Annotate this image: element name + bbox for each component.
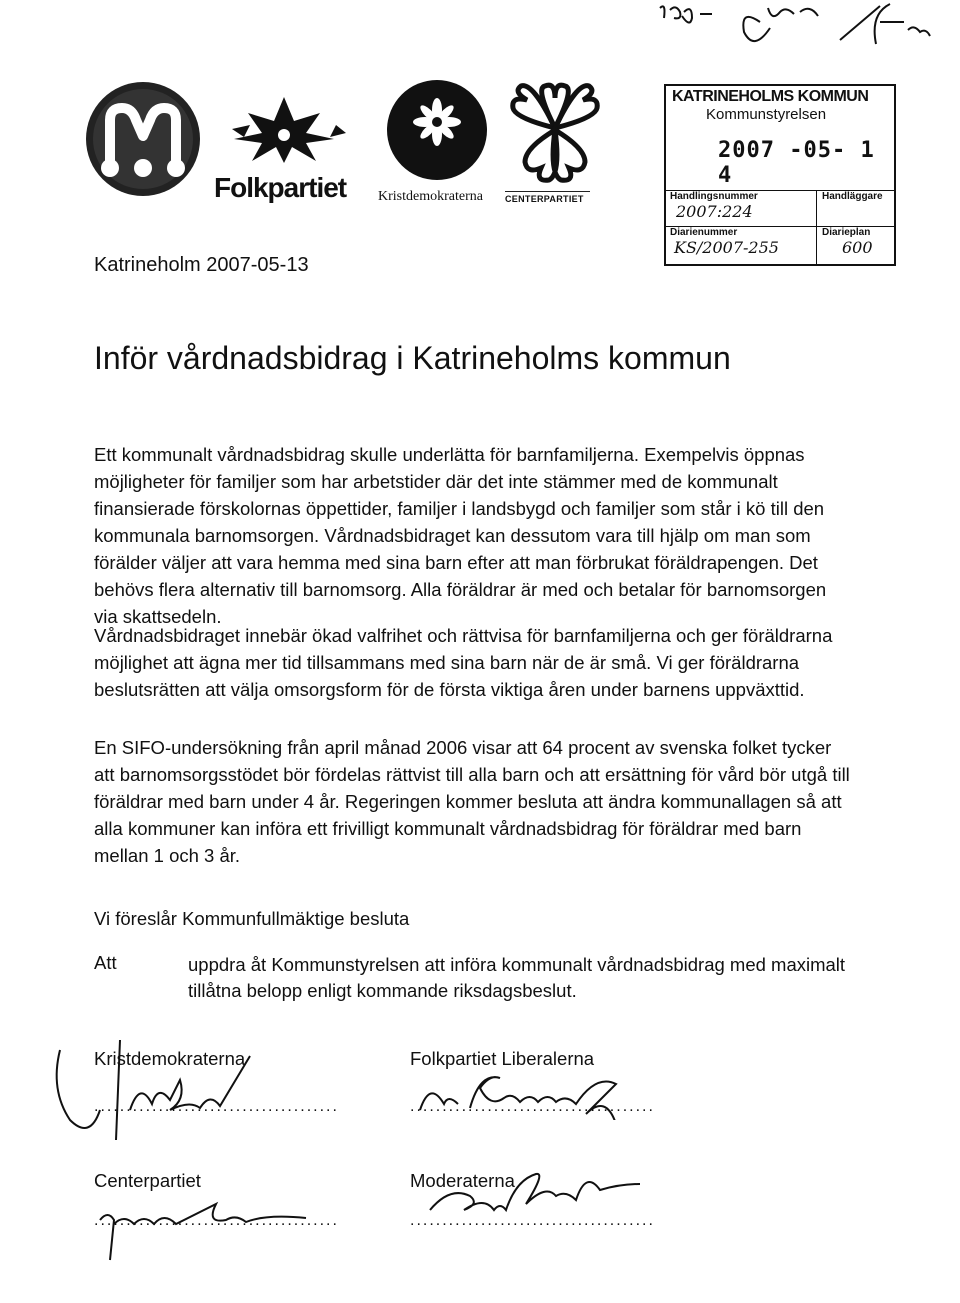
signature-line-kd: ...................................... (94, 1098, 339, 1115)
stamp-board: Kommunstyrelsen (706, 106, 827, 123)
stamp-diary-number-value: KS/2007-255 (674, 238, 779, 257)
stamp-document-number-value: 2007:224 (676, 202, 753, 221)
proposal-intro: Vi föreslår Kommunfullmäktige besluta (94, 908, 410, 929)
paragraph-1: Ett kommunalt vårdnadsbidrag skulle underlätta för barnfamiljerna. Exempelvis öppnas möjligheter för familjer som har arbetstider där det inte stämmer med de kommunalt finansierade förskolornas öppettider, familjer i landsbygd och familjer som står i kö till den kommunala barnomsorgen. Vårdnadsbidraget kan dessutom vara till hjälp om man som förälder väljer att vara hemma med sina barn efter att man förbrukat föräldrapengen. Det behövs flera alternativ till barnomsorg. Alla föräldrar är med och betalar för barnomsorgen via skattsedeln. (94, 444, 827, 627)
signature-party-kd: Kristdemokraterna (94, 1048, 246, 1069)
folkpartiet-cornflower-icon (222, 95, 347, 165)
signature-party-fp: Folkpartiet Liberalerna (410, 1048, 595, 1069)
signature-line-m: ...................................... (410, 1212, 655, 1229)
place-date: Katrineholm 2007-05-13 (94, 254, 309, 276)
stamp-handler-label: Handläggare (822, 191, 883, 202)
signature-line-c: ...................................... (94, 1212, 339, 1229)
handwritten-note (640, 0, 960, 60)
att-label: Att (94, 952, 117, 973)
stamp-diary-number-label: Diarienummer (670, 227, 738, 238)
stamp-organization: KATRINEHOLMS KOMMUN (672, 88, 869, 105)
folkpartiet-label: Folkpartiet (214, 172, 347, 203)
kristdemokraterna-logo (378, 78, 496, 196)
stamp-document-number-label: Handlingsnummer (670, 191, 758, 202)
stamp-diary-plan-label: Diarieplan (822, 227, 871, 238)
centerpartiet-clover-icon (505, 78, 605, 193)
kristdemokraterna-label: Kristdemokraterna (378, 189, 483, 204)
paragraph-3: En SIFO-undersökning från april månad 2006 visar att 64 procent av svenska folket tycker att barnomsorgsstödet bör fördelas rättvist till alla barn och att ersättning för vård bör utgå till föräldrar med barn under 4 år. Regeringen kommer besluta att ändra kommunallagen så att alla kommuner kan införa ett frivilligt kommunalt vårdnadsbidrag för föräldrar med barn mellan 1 och 3 år. (94, 737, 850, 866)
signature-party-c: Centerpartiet (94, 1170, 201, 1191)
signature-party-m: Moderaterna (410, 1170, 515, 1191)
paragraph-2: Vårdnadsbidraget innebär ökad valfrihet och rättvisa för barnfamiljerna och ger föräldrarna möjlighet att ägna mer tid tillsammans med sina barn när de är små. Vi ger föräldrarna beslutsrätten att välja omsorgsform för de första viktiga åren under barnens uppväxttid. (94, 625, 833, 700)
letter-title: Inför vårdnadsbidrag i Katrineholms kommun (94, 340, 731, 376)
centerpartiet-label: CENTERPARTIET (505, 191, 590, 204)
signature-c-handwriting (90, 1190, 330, 1280)
registration-stamp (664, 84, 896, 266)
signature-line-fp: ...................................... (410, 1098, 655, 1115)
att-text: uppdra åt Kommunstyrelsen att införa kommunalt vårdnadsbidrag med maximalt tillåtna belopp enligt kommande riksdagsbeslut. (188, 954, 846, 1001)
stamp-date: 2007 -05- 1 4 (718, 138, 875, 188)
moderaterna-logo (84, 80, 202, 198)
stamp-diary-plan-value: 600 (842, 238, 873, 257)
